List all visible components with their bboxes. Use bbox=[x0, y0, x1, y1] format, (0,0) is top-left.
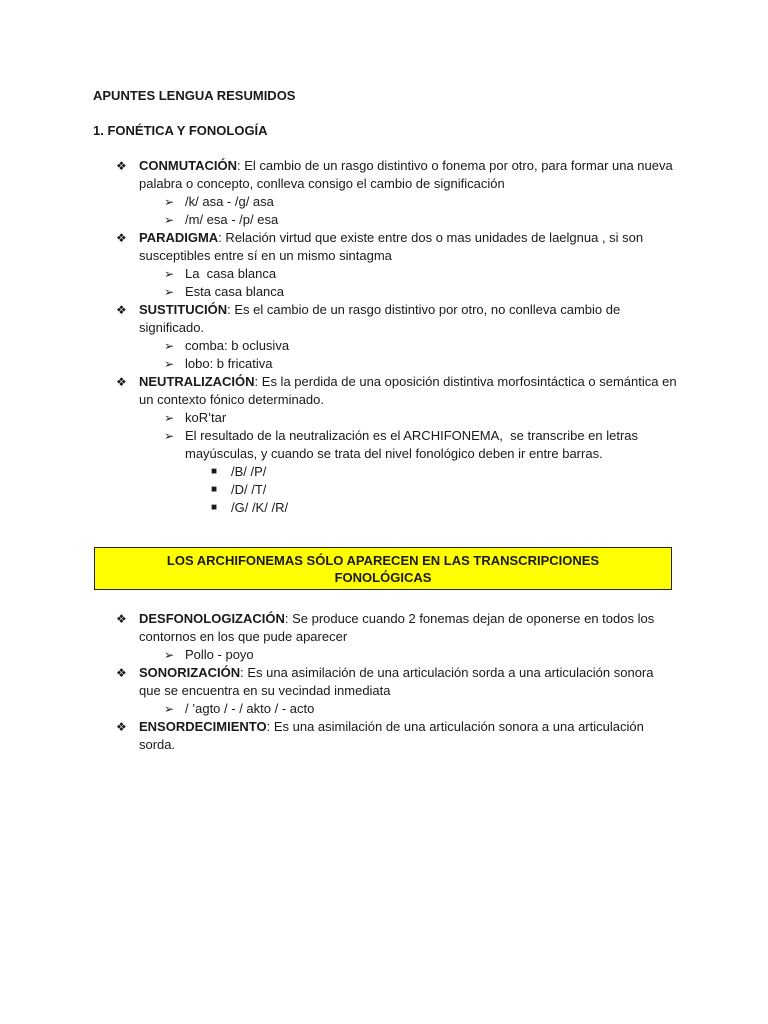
definition: : Se produce cuando 2 fonemas dejan de oponerse en todos los contornos en los que pude aparecer bbox=[139, 611, 655, 644]
arrow-bullet-icon: ➢ bbox=[164, 267, 175, 281]
list-item bbox=[0, 718, 768, 754]
definitions-list-bottom bbox=[0, 610, 768, 754]
arrow-bullet-icon: ➢ bbox=[164, 702, 175, 716]
sub-item bbox=[0, 337, 768, 355]
callout-text: LOS ARCHIFONEMAS SÓLO APARECEN EN LAS TRANSCRIPCIONES FONOLÓGICAS bbox=[166, 552, 600, 585]
list-item bbox=[0, 373, 768, 409]
square-bullet-icon: ■ bbox=[211, 484, 218, 495]
sub-item-text: /m/ esa - /p/ esa bbox=[185, 212, 279, 227]
sub-item-text: Pollo - poyo bbox=[185, 647, 254, 662]
sub-item bbox=[0, 265, 768, 283]
definition: : Es el cambio de un rasgo distintivo por otro, no conlleva cambio de significado. bbox=[139, 302, 621, 335]
diamond-bullet-icon: ❖ bbox=[116, 720, 127, 734]
sub-item-text: / ’agto / - / akto / - acto bbox=[185, 701, 315, 716]
term: ENSORDECIMIENTO bbox=[139, 719, 267, 734]
definition: : Es una asimilación de una articulación sorda a una articulación sonora que se encuentra en su vecindad inmediata bbox=[139, 665, 654, 698]
arrow-bullet-icon: ➢ bbox=[164, 339, 175, 353]
arrow-bullet-icon: ➢ bbox=[164, 429, 175, 443]
sub-item bbox=[0, 646, 768, 664]
arrow-bullet-icon: ➢ bbox=[164, 213, 175, 227]
diamond-bullet-icon: ❖ bbox=[116, 303, 127, 317]
sub-item-text: Esta casa blanca bbox=[185, 284, 285, 299]
document-title: APUNTES LENGUA RESUMIDOS bbox=[93, 88, 296, 103]
list-item bbox=[0, 301, 768, 337]
sub-item-text: /k/ asa - /g/ asa bbox=[185, 194, 274, 209]
term: NEUTRALIZACIÓN bbox=[139, 374, 255, 389]
arrow-bullet-icon: ➢ bbox=[164, 285, 175, 299]
sub-item-text: koR’tar bbox=[185, 410, 227, 425]
diamond-bullet-icon: ❖ bbox=[116, 666, 127, 680]
sub-item-text: El resultado de la neutralización es el ARCHIFONEMA, se transcribe en letras mayúsculas, y cuando se trata del nivel fonológico deben ir entre barras. bbox=[185, 428, 642, 461]
list-item bbox=[0, 157, 768, 193]
sub-sub-item-text: /G/ /K/ /R/ bbox=[231, 500, 289, 515]
sub-item bbox=[0, 700, 768, 718]
arrow-bullet-icon: ➢ bbox=[164, 411, 175, 425]
term: PARADIGMA bbox=[139, 230, 219, 245]
definitions-list-top bbox=[0, 157, 768, 517]
section-title: 1. FONÉTICA Y FONOLOGÍA bbox=[93, 123, 268, 138]
sub-item-text: La casa blanca bbox=[185, 266, 277, 281]
arrow-bullet-icon: ➢ bbox=[164, 648, 175, 662]
list-item bbox=[0, 664, 768, 700]
sub-item bbox=[0, 427, 768, 463]
term: CONMUTACIÓN bbox=[139, 158, 237, 173]
definition: : El cambio de un rasgo distintivo o fonema por otro, para formar una nueva palabra o concepto, conlleva consigo el cambio de significación bbox=[139, 158, 673, 191]
sub-item bbox=[0, 211, 768, 229]
sub-sub-item-text: /D/ /T/ bbox=[231, 482, 267, 497]
sub-item-text: lobo: b fricativa bbox=[185, 356, 273, 371]
sub-item-text: comba: b oclusiva bbox=[185, 338, 290, 353]
square-bullet-icon: ■ bbox=[211, 502, 218, 513]
definition: : Es una asimilación de una articulación sonora a una articulación sorda. bbox=[139, 719, 644, 752]
term: SUSTITUCIÓN bbox=[139, 302, 228, 317]
diamond-bullet-icon: ❖ bbox=[116, 231, 127, 245]
diamond-bullet-icon: ❖ bbox=[116, 159, 127, 173]
diamond-bullet-icon: ❖ bbox=[116, 375, 127, 389]
sub-sub-item bbox=[0, 463, 768, 481]
sub-sub-item bbox=[0, 481, 768, 499]
arrow-bullet-icon: ➢ bbox=[164, 195, 175, 209]
sub-item bbox=[0, 409, 768, 427]
highlight-callout-box bbox=[94, 547, 672, 590]
list-item bbox=[0, 610, 768, 646]
sub-sub-item-text: /B/ /P/ bbox=[231, 464, 267, 479]
definition: : Relación virtud que existe entre dos o mas unidades de laelgnua , si son susceptibles entre sí en un mismo sintagma bbox=[139, 230, 644, 263]
sub-item bbox=[0, 193, 768, 211]
arrow-bullet-icon: ➢ bbox=[164, 357, 175, 371]
sub-sub-item bbox=[0, 499, 768, 517]
definition: : Es la perdida de una oposición distintiva morfosintáctica o semántica en un contexto fónico determinado. bbox=[139, 374, 677, 407]
term: SONORIZACIÓN bbox=[139, 665, 241, 680]
list-item bbox=[0, 229, 768, 265]
sub-item bbox=[0, 355, 768, 373]
square-bullet-icon: ■ bbox=[211, 466, 218, 477]
diamond-bullet-icon: ❖ bbox=[116, 612, 127, 626]
sub-item bbox=[0, 283, 768, 301]
term: DESFONOLOGIZACIÓN bbox=[139, 611, 285, 626]
